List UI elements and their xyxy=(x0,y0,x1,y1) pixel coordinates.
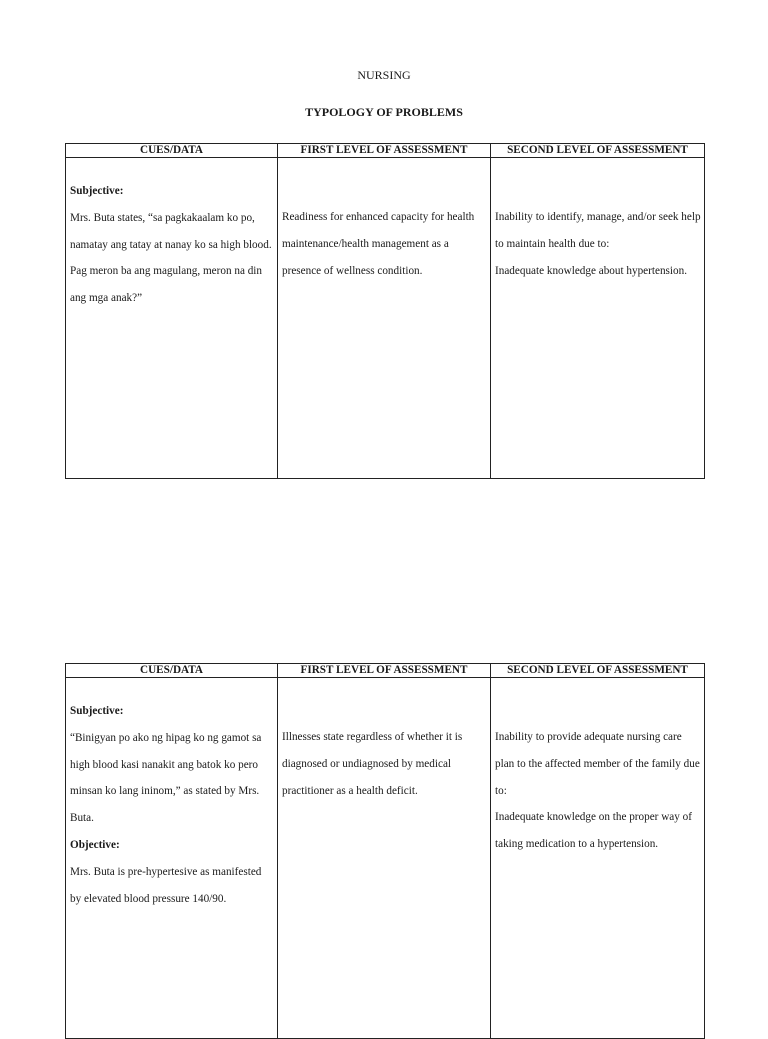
subjective-label: Subjective: xyxy=(70,705,124,717)
header-first-level: FIRST LEVEL OF ASSESSMENT xyxy=(278,144,491,158)
table-row xyxy=(66,158,705,479)
cues-cell xyxy=(66,158,278,479)
assessment-table-1 xyxy=(65,143,705,479)
cues-cell xyxy=(66,678,278,1039)
subjective-label: Subjective: xyxy=(70,185,124,197)
table-header-row xyxy=(66,144,705,158)
subjective-text: “Binigyan po ako ng hipag ko ng gamot sa high blood kasi nanakit ang batok ko pero minsan ko lang ininom,” as stated by Mrs. Buta. xyxy=(70,731,262,825)
objective-label: Objective: xyxy=(70,838,120,851)
objective-text: Mrs. Buta is pre-hypertesive as manifested by elevated blood pressure 140/90. xyxy=(70,865,262,905)
header-first-level: FIRST LEVEL OF ASSESSMENT xyxy=(278,664,491,678)
subjective-text: Mrs. Buta states, “sa pagkakaalam ko po, namatay ang tatay at nanay ko sa high blood. Pag meron ba ang magulang, meron na din ang mga anak?” xyxy=(70,211,272,305)
assessment-table-2 xyxy=(65,663,705,1039)
second-level-cell xyxy=(491,678,705,1039)
table-row xyxy=(66,678,705,1039)
second-level-text: Inability to provide adequate nursing care plan to the affected member of the family due to: xyxy=(495,731,700,797)
header-second-level: SECOND LEVEL OF ASSESSMENT xyxy=(491,664,705,678)
second-level-cell xyxy=(491,158,705,479)
header-second-level: SECOND LEVEL OF ASSESSMENT xyxy=(491,144,705,158)
first-level-text: Illnesses state regardless of whether it is diagnosed or undiagnosed by medical practitioner as a health deficit. xyxy=(282,731,463,797)
first-level-cell xyxy=(278,678,491,1039)
document-subtitle: TYPOLOGY OF PROBLEMS xyxy=(305,105,463,119)
second-level-text: Inability to identify, manage, and/or seek help to maintain health due to: xyxy=(495,211,701,250)
first-level-cell xyxy=(278,158,491,479)
first-level-text: Readiness for enhanced capacity for health maintenance/health management as a presence of wellness condition. xyxy=(282,211,475,277)
document-title: NURSING xyxy=(357,68,411,82)
table-header-row xyxy=(66,664,705,678)
second-level-text: Inadequate knowledge about hypertension. xyxy=(495,264,687,277)
header-cues-data: CUES/DATA xyxy=(66,664,278,678)
header-cues-data: CUES/DATA xyxy=(66,144,278,158)
second-level-text: Inadequate knowledge on the proper way of taking medication to a hypertension. xyxy=(495,811,692,851)
